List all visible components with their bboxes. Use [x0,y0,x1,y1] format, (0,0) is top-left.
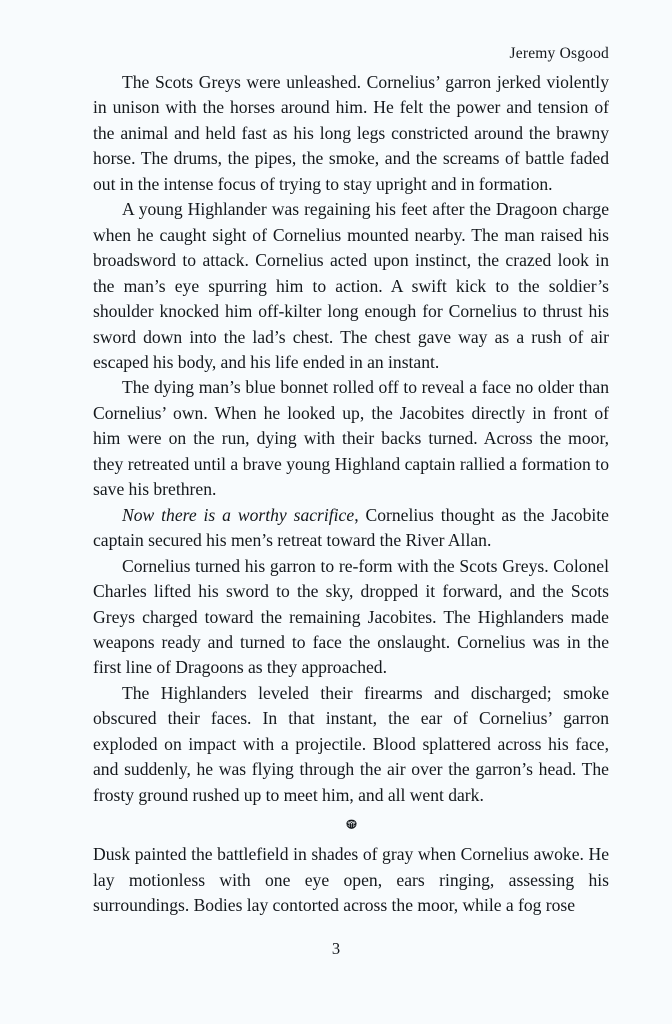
paragraph: Cornelius turned his garron to re-form with the Scots Greys. Colonel Charles lifted his sword to the sky, dropped it forward, and the Scots Greys charged toward the remaining Jacobites. The Highlanders made weapons ready and turned to face the onslaught. Cornelius was in the first line of Dragoons as they approached. [93,555,609,678]
paragraph: The Scots Greys were unleashed. Cornelius’ garron jerked violently in unison with the horses around him. He felt the power and tension of the animal and held fast as his long legs constricted around the brawny horse. The drums, the pipes, the smoke, and the screams of battle faded out in the intense focus of trying to stay upright and in formation. [93,72,609,194]
section-break [93,808,609,842]
paragraph: The Highlanders leveled their firearms and discharged; smoke obscured their faces. In that instant, the ear of Cornelius’ garron exploded on impact with a projectile. Blood splattered across his face, and suddenly, he was flying through the air over the garron’s head. The frosty ground rushed up to meet him, and all went dark. [93,682,609,805]
body-text-block [93,70,609,919]
floral-ornament-icon [343,818,360,832]
page-number: 3 [331,939,341,958]
paragraph: Dusk painted the battlefield in shades of gray when Cornelius awoke. He lay motionless with one eye open, ears ringing, assessing his surroundings. Bodies lay contorted across the moor, while a fog rose [93,844,609,916]
paragraph: The dying man’s blue bonnet rolled off to reveal a face no older than Cornelius’ own. When he looked up, the Jacobites directly in front of him were on the run, dying with their backs turned. Across the moor, they retreated until a brave young Highland captain rallied a formation to save his brethren. [93,377,609,500]
paragraph: A young Highlander was regaining his feet after the Dragoon charge when he caught sight of Cornelius mounted nearby. The man raised his broadsword to attack. Cornelius acted upon instinct, the crazed look in the man’s eye spurring him to action. A swift kick to the soldier’s shoulder knocked him off-kilter long enough for Cornelius to thrust his sword down into the lad’s chest. The chest gave way as a rush of air escaped his body, and his life ended in an instant. [93,199,609,372]
paragraph-remainder: , Cornelius thought as the Jacobite captain secured his men’s retreat toward the River Allan. [93,504,609,551]
paragraph-with-italic-lead [93,503,609,554]
running-head: Jeremy Osgood [509,45,609,62]
italic-thought-phrase: Now there is a worthy sacrifice [122,504,355,525]
